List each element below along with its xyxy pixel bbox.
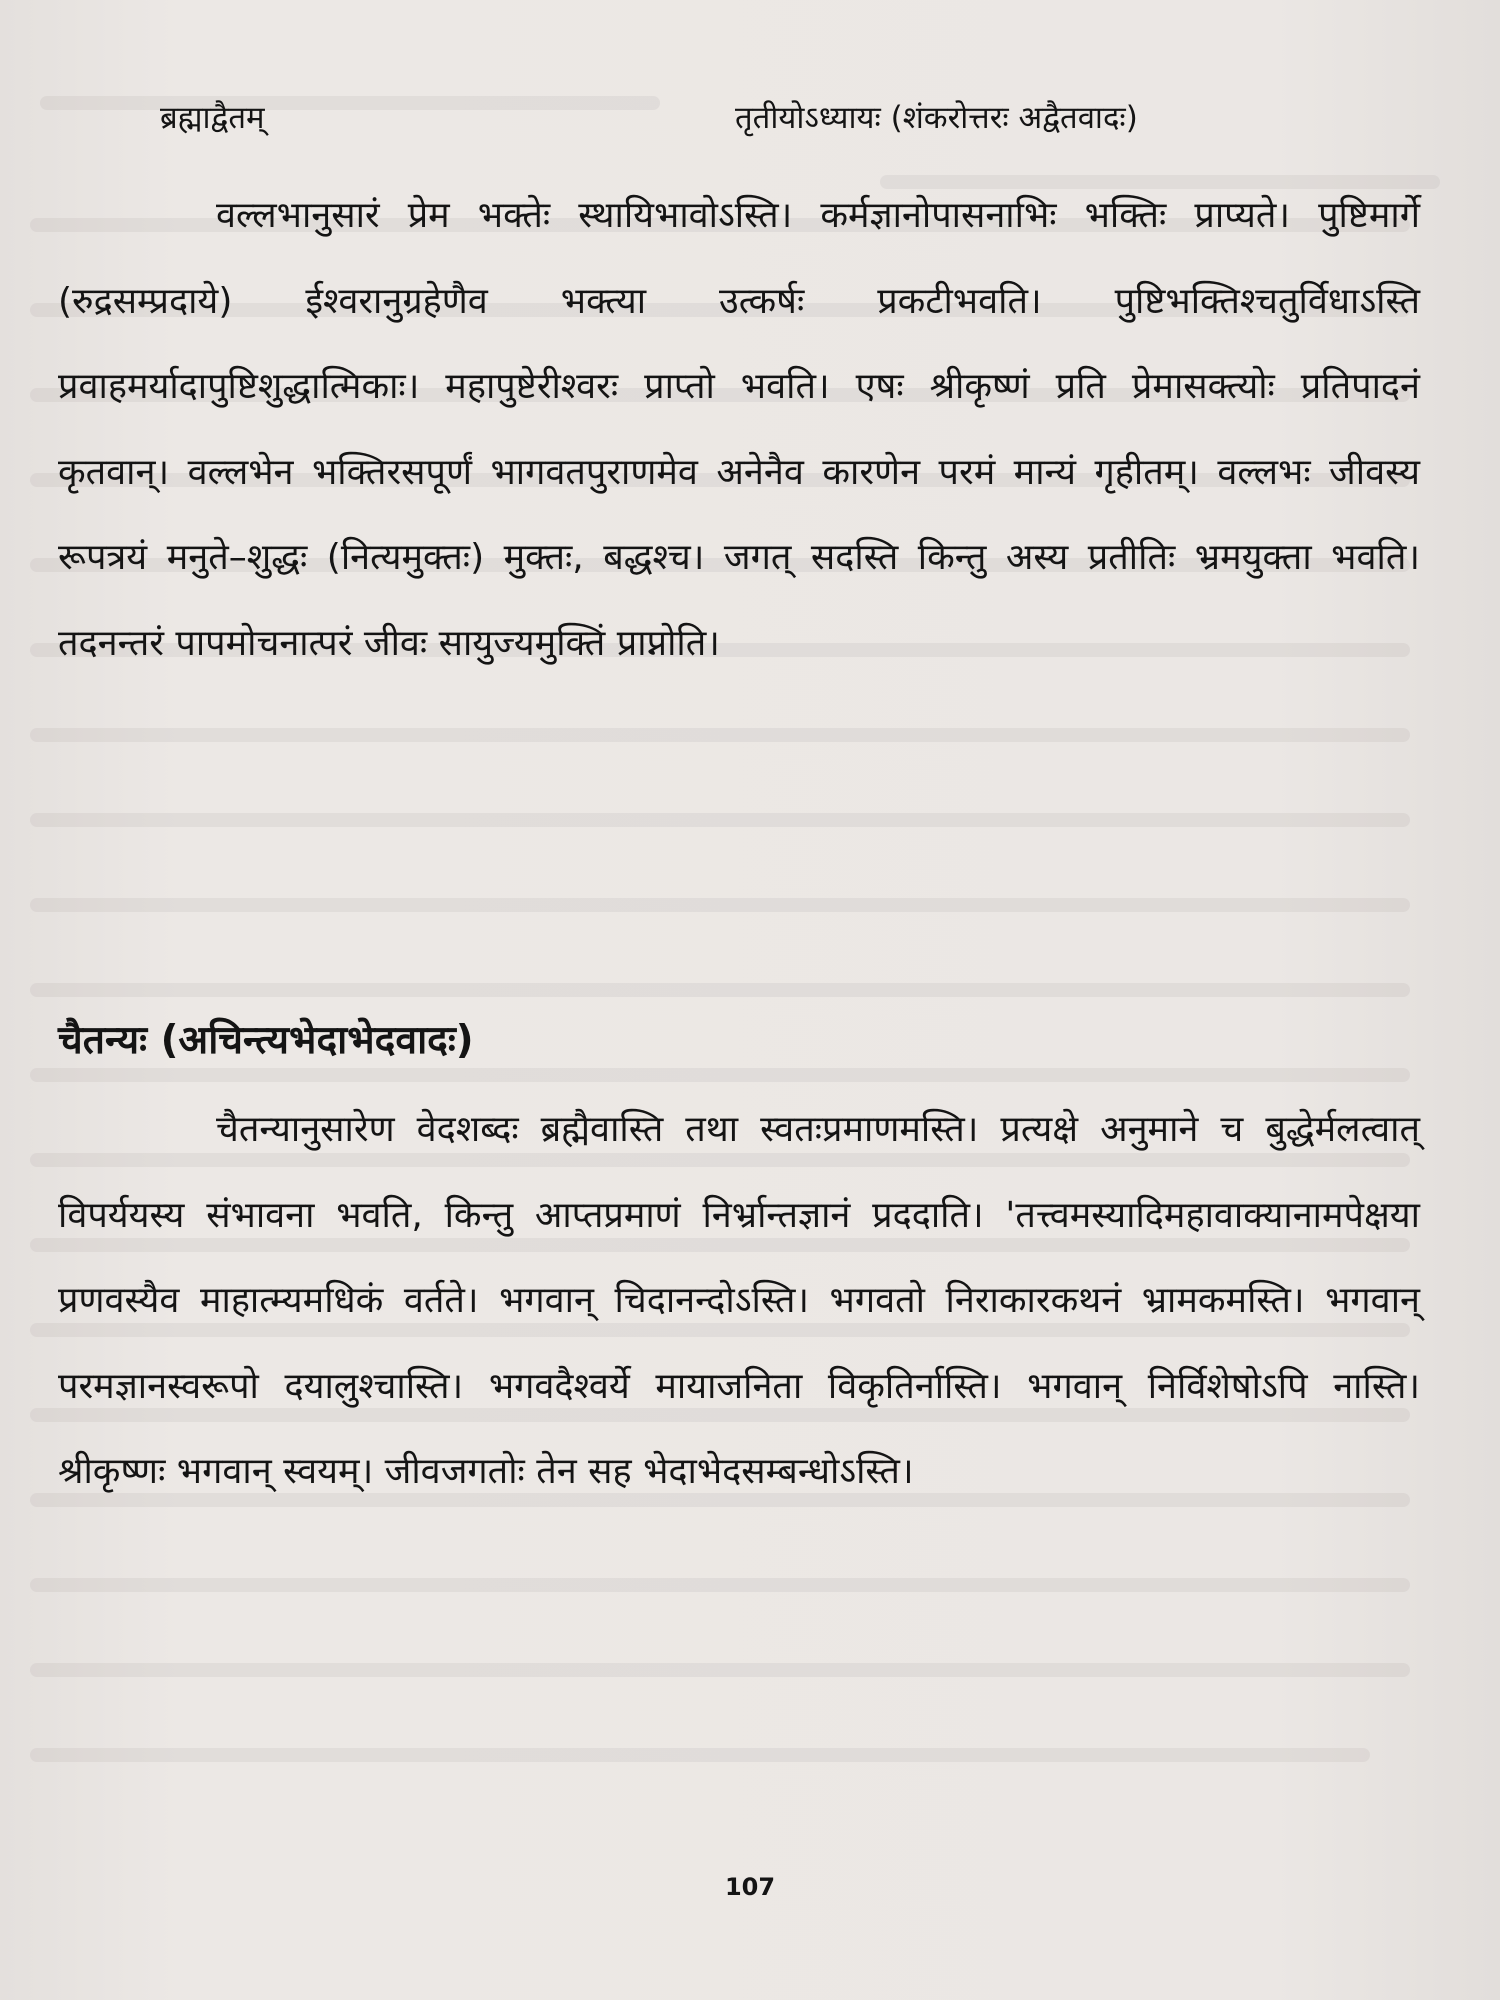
header-book-title: ब्रह्माद्वैतम् bbox=[160, 100, 265, 136]
paragraph-chaitanya bbox=[58, 1087, 1420, 1515]
page-number: 107 bbox=[724, 1873, 776, 1901]
running-header bbox=[160, 96, 1360, 136]
paragraph-chaitanya-text: चैतन्यानुसारेण वेदशब्दः ब्रह्मैवास्ति तथा स्वतःप्रमाणमस्ति। प्रत्यक्षे अनुमाने च बुद्धेर्मलत्वात् विपर्ययस्य संभावना भवति, किन्तु आप्तप्रमाणं निर्भ्रान्तज्ञानं प्रददाति। 'तत्त्वमस्यादिमहावाक्यानामपेक्षया प्रणवस्यैव माहात्म्यमधिकं वर्तते। भगवान् चिदानन्दोऽस्ति। भगवतो निराकारकथनं भ्रामकमस्ति। भगवान् परमज्ञानस्वरूपो दयालुश्चास्ति। भगवदैश्वर्ये मायाजनिता विकृतिर्नास्ति। भगवान् निर्विशेषोऽपि नास्ति। श्रीकृष्णः भगवान् स्वयम्। जीवजगतोः तेन सह भेदाभेदसम्बन्धोऽस्ति। bbox=[58, 1109, 1420, 1492]
paragraph-vallabha bbox=[58, 173, 1420, 686]
paragraph-vallabha-text: वल्लभानुसारं प्रेम भक्तेः स्थायिभावोऽस्ति। कर्मज्ञानोपासनाभिः भक्तिः प्राप्यते। पुष्टिमार्गे (रुद्रसम्प्रदाये) ईश्वरानुग्रहेणैव भक्त्या उत्कर्षः प्रकटीभवति। पुष्टिभक्तिश्चतुर्विधाऽस्ति प्रवाहमर्यादापुष्टिशुद्धात्मिकाः। महापुष्टेरीश्वरः प्राप्तो भवति। एषः श्रीकृष्णं प्रति प्रेमासक्त्योः प्रतिपादनं कृतवान्। वल्लभेन भक्तिरसपूर्णं भागवतपुराणमेव अनेनैव कारणेन परमं मान्यं गृहीतम्। वल्लभः जीवस्य रूपत्रयं मनुते–शुद्धः (नित्यमुक्तः) मुक्तः, बद्धश्च। जगत् सदस्ति किन्तु अस्य प्रतीतिः भ्रमयुक्ता भवति। तदनन्तरं पापमोचनात्परं जीवः सायुज्यमुक्तिं प्राप्नोति। bbox=[58, 195, 1420, 664]
header-chapter-title: तृतीयोऽध्यायः (शंकरोत्तरः अद्वैतवादः) bbox=[735, 100, 1138, 136]
section-heading-chaitanya: चैतन्यः (अचिन्त्यभेदाभेदवादः) bbox=[58, 1018, 474, 1063]
